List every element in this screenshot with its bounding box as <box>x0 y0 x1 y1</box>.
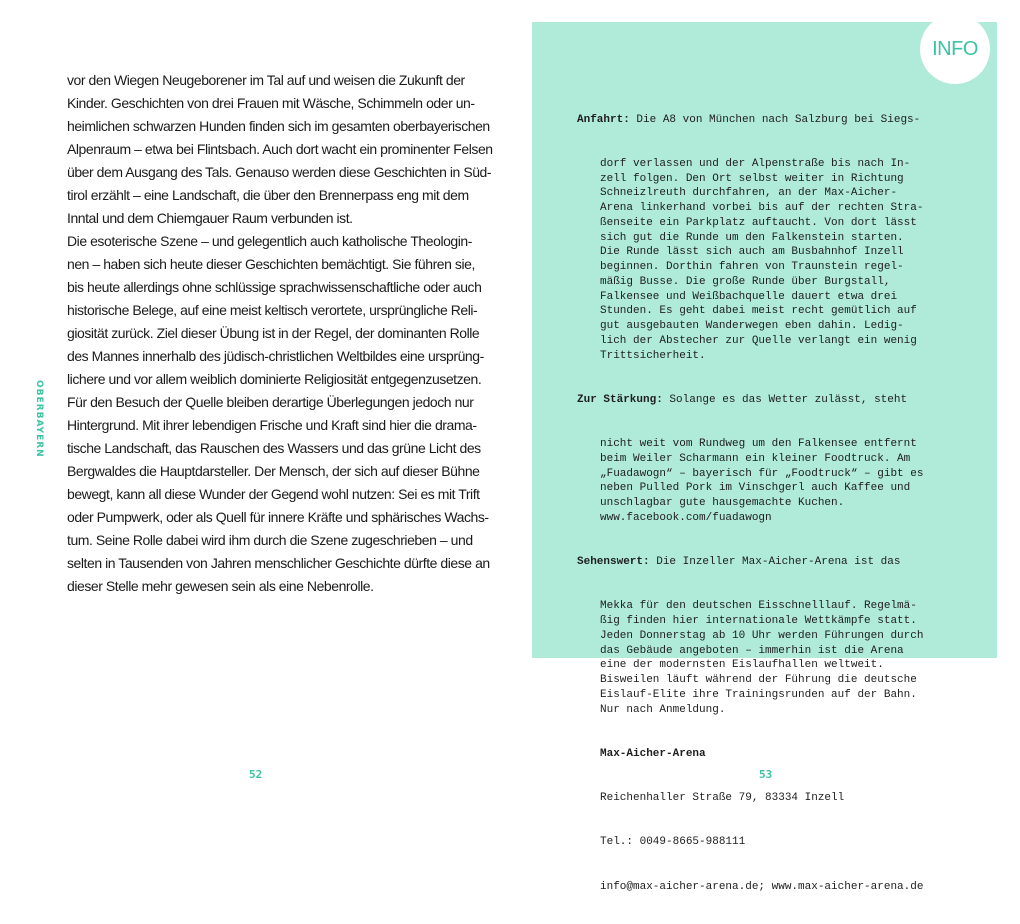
body-line: selten in Tausenden von Jahren menschlicher Geschichte dürfte diese an <box>67 555 490 571</box>
staerkung-label: Zur Stärkung: <box>577 393 663 406</box>
staerkung-line: unschlagbar gute hausgemachte Kuchen. <box>600 497 845 509</box>
sehenswert-line: Jeden Donnerstag ab 10 Uhr werden Führungen durch <box>600 629 924 642</box>
body-line: über dem Ausgang des Tals. Genauso werden diese Geschichten in Süd- <box>67 164 492 180</box>
sehenswert-line: Nur nach Anmeldung. <box>600 703 726 716</box>
body-line: dieser Stelle mehr gewesen sein als eine Nebenrolle. <box>67 578 374 594</box>
section-side-label: OBERBAYERN <box>34 380 44 458</box>
body-line: heimlichen schwarzen Hunden finden sich im gesamten oberbayerischen <box>67 118 490 134</box>
anfahrt-line: Die Runde lässt sich auch am Busbahnhof Inzell <box>600 246 904 259</box>
info-text <box>577 83 997 924</box>
sehenswert-line: eine der modernsten Eislaufhallen weltweit. <box>600 659 884 672</box>
body-text <box>67 69 493 598</box>
venue-name <box>577 747 997 762</box>
body-line: tirol erzählt – eine Landschaft, die über den Brennerpass eng mit dem <box>67 187 469 203</box>
anfahrt-line: Trittsicherheit. <box>600 349 706 362</box>
sehenswert-line: ßig finden hier internationale Wettkämpfe statt. <box>600 615 917 627</box>
staerkung-line: www.facebook.com/fuadawogn <box>600 511 772 524</box>
body-line: nen – haben sich heute dieser Geschichten bemächtigt. Sie führen sie, <box>67 256 475 272</box>
anfahrt-line: Falkensee und Weißbachquelle dauert etwa drei <box>600 290 898 303</box>
right-page <box>510 0 1020 893</box>
anfahrt-line: sich gut die Runde um den Falkenstein starten. <box>600 231 904 244</box>
anfahrt-line: ßenseite ein Parkplatz auftaucht. Von dort lässt <box>600 216 917 229</box>
body-line: historische Belege, auf eine meist keltisch verortete, ursprüngliche Reli- <box>67 302 478 318</box>
sehenswert-first-text: Die Inzeller Max-Aicher-Arena ist das <box>649 556 901 568</box>
body-line: Hintergrund. Mit ihrer lebendigen Frische und Kraft sind hier die drama- <box>67 417 477 433</box>
sehenswert-line: das Gebäude angeboten – immerhin ist die Arena <box>600 644 904 657</box>
venue-phone: Tel.: 0049-8665-988111 <box>600 836 746 849</box>
anfahrt-line: Arena linkerhand vorbei bis auf der rechten Stra- <box>600 202 924 214</box>
body-line: bis heute allerdings ohne schlüssige sprachwissenschaftliche oder auch <box>67 279 482 295</box>
anfahrt-first-text: Die A8 von München nach Salzburg bei Siegs- <box>629 113 921 126</box>
anfahrt-first-line <box>577 113 997 128</box>
staerkung-line: nicht weit vom Rundweg um den Falkensee entfernt <box>600 438 917 450</box>
staerkung-first-text: Solange es das Wetter zulässt, steht <box>662 393 908 406</box>
body-line: Inntal und dem Chiemgauer Raum verbunden ist. <box>67 210 353 226</box>
anfahrt-line: dorf verlassen und der Alpenstraße bis nach In- <box>600 157 911 170</box>
staerkung-line: neben Pulled Pork im Vinschgerl auch Kaffee und <box>600 482 911 495</box>
body-line: Kinder. Geschichten von drei Frauen mit Wäsche, Schimmeln oder un- <box>67 95 475 111</box>
page-number-right: 53 <box>759 768 773 781</box>
body-line: tum. Seine Rolle dabei wird ihm durch die Szene zugeschrieben – und <box>67 532 473 548</box>
anfahrt-line: Stunden. Es geht dabei meist recht gemütlich auf <box>600 305 917 318</box>
left-page <box>0 0 510 812</box>
anfahrt-line: mäßig Busse. Die große Runde über Burgstall, <box>600 275 891 288</box>
venue-address: Reichenhaller Straße 79, 83334 Inzell <box>600 792 845 804</box>
page-number-left: 52 <box>249 768 263 781</box>
venue-contact: info@max-aicher-arena.de; www.max-aicher-arena.de <box>600 880 924 893</box>
body-line: lichere und vor allem weiblich dominierte Religiosität entgegenzusetzen. <box>67 371 482 387</box>
sehenswert-label: Sehenswert: <box>577 556 650 568</box>
body-line: tische Landschaft, das Rauschen des Wassers und das grüne Licht des <box>67 440 481 456</box>
staerkung-line: „Fuadawogn“ – bayerisch für „Foodtruck“ – gibt es <box>600 467 924 480</box>
sehenswert-line: Mekka für den deutschen Eisschnelllauf. Regelmä- <box>600 600 917 613</box>
anfahrt-line: beginnen. Dorthin fahren von Traunstein regel- <box>600 261 904 273</box>
body-line: giosität zurück. Ziel dieser Übung ist in der Regel, der dominanten Rolle <box>67 325 480 341</box>
anfahrt-lines <box>577 157 997 364</box>
body-line: Für den Besuch der Quelle bleiben derartige Überlegungen jedoch nur <box>67 394 474 410</box>
body-line: oder Pumpwerk, oder als Quell für innere Kräfte und sphärisches Wachs- <box>67 509 489 525</box>
info-badge: INFO <box>920 14 990 84</box>
body-line: Alpenraum – etwa bei Flintsbach. Auch dort wacht ein prominenter Felsen <box>67 141 493 157</box>
sehenswert-lines <box>577 599 997 717</box>
anfahrt-label: Anfahrt: <box>577 113 630 126</box>
anfahrt-line: gut ausgebauten Wanderwegen eben dahin. Ledig- <box>600 320 904 332</box>
body-line: vor den Wiegen Neugeborener im Tal auf und weisen die Zukunft der <box>67 72 465 88</box>
body-line: des Mannes innerhalb des jüdisch-christlichen Weltbildes eine ursprüng- <box>67 348 484 364</box>
body-line: bewegt, kann all diese Wunder der Gegend wohl nutzen: Sei es mit Trift <box>67 486 480 502</box>
staerkung-line: beim Weiler Scharmann ein kleiner Foodtruck. Am <box>600 452 911 465</box>
sehenswert-line: Eislauf-Elite ihre Trainingsrunden auf der Bahn. <box>600 688 917 701</box>
body-line: Bergwaldes die Hauptdarsteller. Der Mensch, der sich auf dieser Bühne <box>67 463 480 479</box>
anfahrt-line: zell folgen. Den Ort selbst weiter in Richtung <box>600 172 904 185</box>
anfahrt-line: lich der Abstecher zur Quelle verlangt ein wenig <box>600 334 917 347</box>
sehenswert-first-line <box>577 555 997 570</box>
venue-name-text: Max-Aicher-Arena <box>600 747 706 760</box>
anfahrt-line: Schneizlreuth durchfahren, an der Max-Aicher- <box>600 187 898 200</box>
staerkung-lines <box>577 437 997 526</box>
sehenswert-line: Bisweilen läuft während der Führung die deutsche <box>600 674 917 686</box>
body-line: Die esoterische Szene – und gelegentlich auch katholische Theologin- <box>67 233 472 249</box>
staerkung-first-line <box>577 393 997 408</box>
